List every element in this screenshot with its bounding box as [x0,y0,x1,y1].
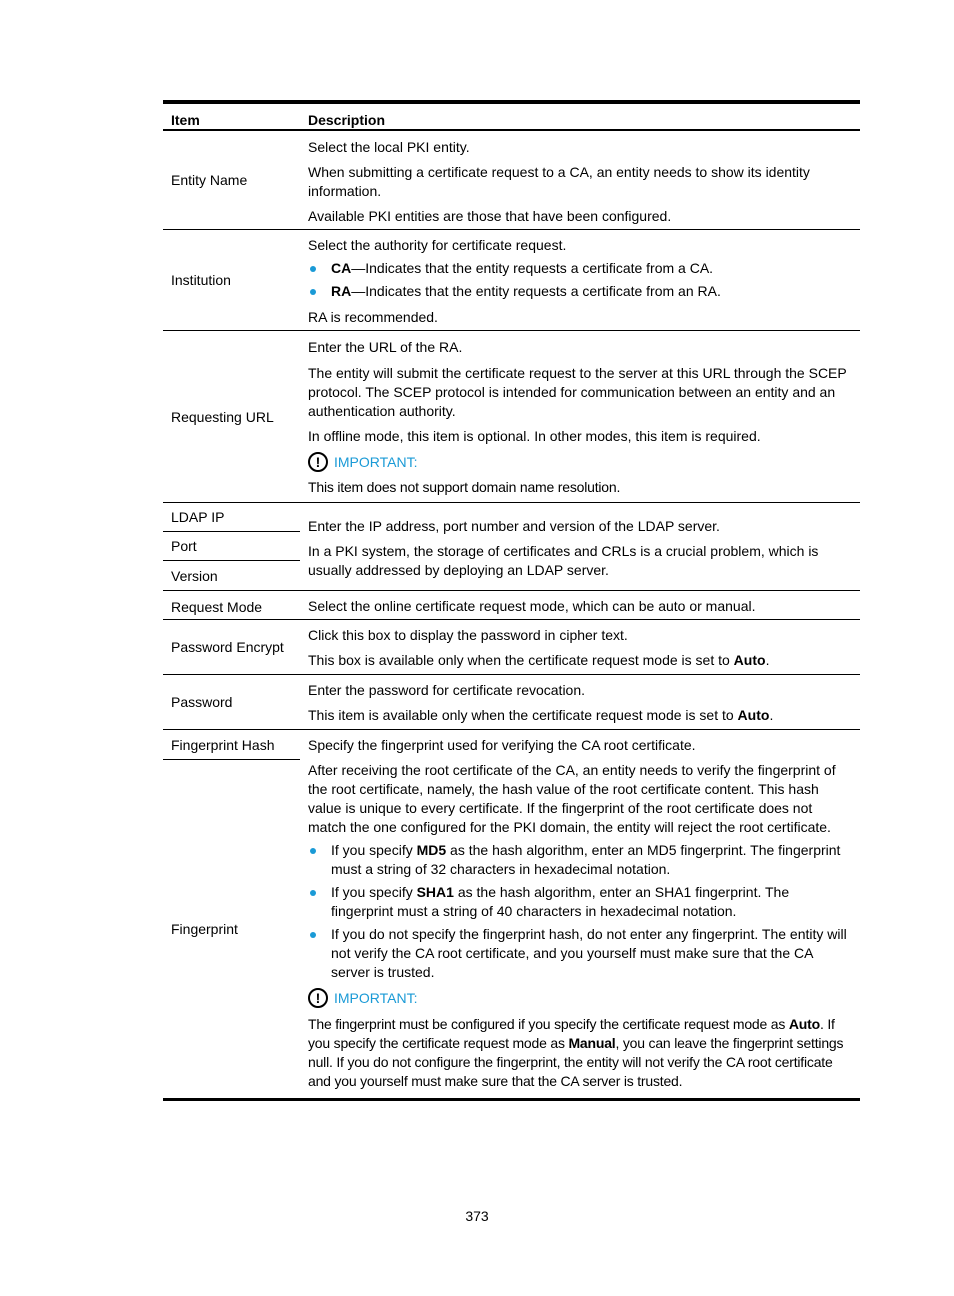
desc-password-encrypt [300,620,860,674]
important-note: This item does not support domain name resolution. [308,479,621,495]
bullet-text [331,841,854,879]
bold-run: Manual [568,1035,616,1051]
bullet-item [308,883,854,921]
text-run: , you can leave the fingerprint settings null. If you do not configure the fingerprint, the entity will not verify the CA root certificate and you yourself must make sure that the CA server is trusted. [308,1035,844,1089]
header-description: Description [308,112,386,128]
important-note [308,1015,854,1091]
parameter-table [163,100,860,1101]
desc-paragraph: In offline mode, this item is optional. In other modes, this item is required. [308,428,761,444]
desc-password [300,675,860,729]
bullet-bold: CA [331,260,352,276]
important-label: IMPORTANT: [334,453,418,470]
important-callout [308,452,854,472]
desc-request-mode [300,591,860,619]
bullet-text: If you do not specify the fingerprint hash, do not enter any fingerprint. The entity will not verify the CA root certificate, and you yourself must make sure that the CA server is trusted. [331,926,847,980]
text-run: This box is available only when the certificate request mode is set to [308,652,734,668]
bold-run: Auto [788,1016,820,1032]
desc-paragraph [308,651,854,670]
item-request-mode: Request Mode [171,599,263,615]
table-row [163,730,860,1098]
important-label: IMPORTANT: [334,989,418,1006]
text-run: . [765,652,770,668]
desc-paragraph: In a PKI system, the storage of certificates and CRLs is a crucial problem, which is usually addressed by deploying an LDAP server. [308,543,819,578]
text-run: . If you specify the certificate request mode as [308,1016,835,1051]
item-password: Password [171,694,233,710]
desc-paragraph: Select the authority for certificate request. [308,237,567,253]
desc-paragraph: After receiving the root certificate of the CA, an entity needs to verify the fingerprint of the root certificate, namely, the hash value of the root certificate content. This hash value is unique to every certificate. If the fingerprint of the root certificate does not match the one configured for the PKI domain, the entity will reject the root certificate. [308,762,836,835]
desc-paragraph: Available PKI entities are those that have been configured. [308,208,672,224]
desc-paragraph: The entity will submit the certificate request to the server at this URL through the SCEP protocol. The SCEP protocol is intended for communication between an entity and an authentication authority. [308,365,847,419]
bullet-bold: RA [331,283,352,299]
bullet-rest: —Indicates that the entity requests a certificate from a CA. [351,260,714,276]
item-entity-name: Entity Name [171,172,248,188]
desc-paragraph: Select the local PKI entity. [308,139,470,155]
bullet-rest: —Indicates that the entity requests a certificate from an RA. [351,283,721,299]
table-row [163,675,860,730]
bold-run: SHA1 [416,884,454,900]
bullet-item [308,282,854,301]
bullet-item [308,925,854,982]
desc-institution [300,230,860,330]
warning-icon: ! [308,452,328,472]
header-item: Item [171,112,200,128]
desc-paragraph [308,706,854,725]
item-version: Version [171,567,218,584]
page-number: 373 [465,1208,489,1224]
bullet-item [308,259,854,278]
table-bottom-rule [163,1098,860,1101]
desc-requesting-url [300,331,860,502]
bullet-icon [308,841,331,879]
desc-paragraph: Specify the fingerprint used for verifying the CA root certificate. [308,737,696,753]
item-fingerprint: Fingerprint [171,921,238,937]
table-header [163,104,860,131]
bullet-icon [308,883,331,921]
bullet-icon [308,925,331,982]
table-row [163,503,860,591]
text-run: as the hash algorithm, enter an SHA1 fingerprint. The fingerprint must a string of 40 characters in hexadecimal notation. [331,884,790,919]
item-ldap-ip: LDAP IP [163,503,300,532]
item-port: Port [163,532,300,562]
table-row [163,620,860,675]
bold-run: Auto [733,652,766,668]
desc-paragraph: RA is recommended. [308,309,438,325]
desc-ldap [300,503,860,590]
item-institution: Institution [171,272,231,288]
item-group-fingerprint [163,730,300,1098]
table-row [163,131,860,230]
desc-entity-name [300,131,860,229]
desc-fingerprint [300,730,860,1098]
table-row [163,591,860,620]
desc-paragraph: Enter the IP address, port number and version of the LDAP server. [308,518,720,534]
item-password-encrypt: Password Encrypt [171,639,284,655]
bullet-text [331,282,721,301]
important-callout [308,988,854,1008]
item-fingerprint-hash: Fingerprint Hash [163,730,300,760]
text-run: This item is available only when the certificate request mode is set to [308,707,738,723]
desc-paragraph: Enter the URL of the RA. [308,339,463,355]
bullet-text [331,883,854,921]
bullet-icon [308,259,331,278]
table-row [163,331,860,503]
text-run: The fingerprint must be configured if you specify the certificate request mode as [308,1016,789,1032]
table-row [163,230,860,331]
item-requesting-url: Requesting URL [171,408,274,425]
text-run: If you specify [331,842,417,858]
text-run: . [769,707,774,723]
bullet-item [308,841,854,879]
bullet-text [331,259,713,278]
desc-paragraph: Select the online certificate request mode, which can be auto or manual. [308,598,756,614]
desc-paragraph: When submitting a certificate request to a CA, an entity needs to show its identity information. [308,164,810,199]
text-run: as the hash algorithm, enter an MD5 fingerprint. The fingerprint must a string of 32 characters in hexadecimal notation. [331,842,841,877]
warning-icon: ! [308,988,328,1008]
bold-run: MD5 [416,842,447,858]
text-run: If you specify [331,884,417,900]
bold-run: Auto [737,707,770,723]
desc-paragraph: Click this box to display the password in cipher text. [308,627,628,643]
desc-paragraph: Enter the password for certificate revocation. [308,682,586,698]
bullet-icon [308,282,331,301]
item-group-ldap [163,503,300,590]
